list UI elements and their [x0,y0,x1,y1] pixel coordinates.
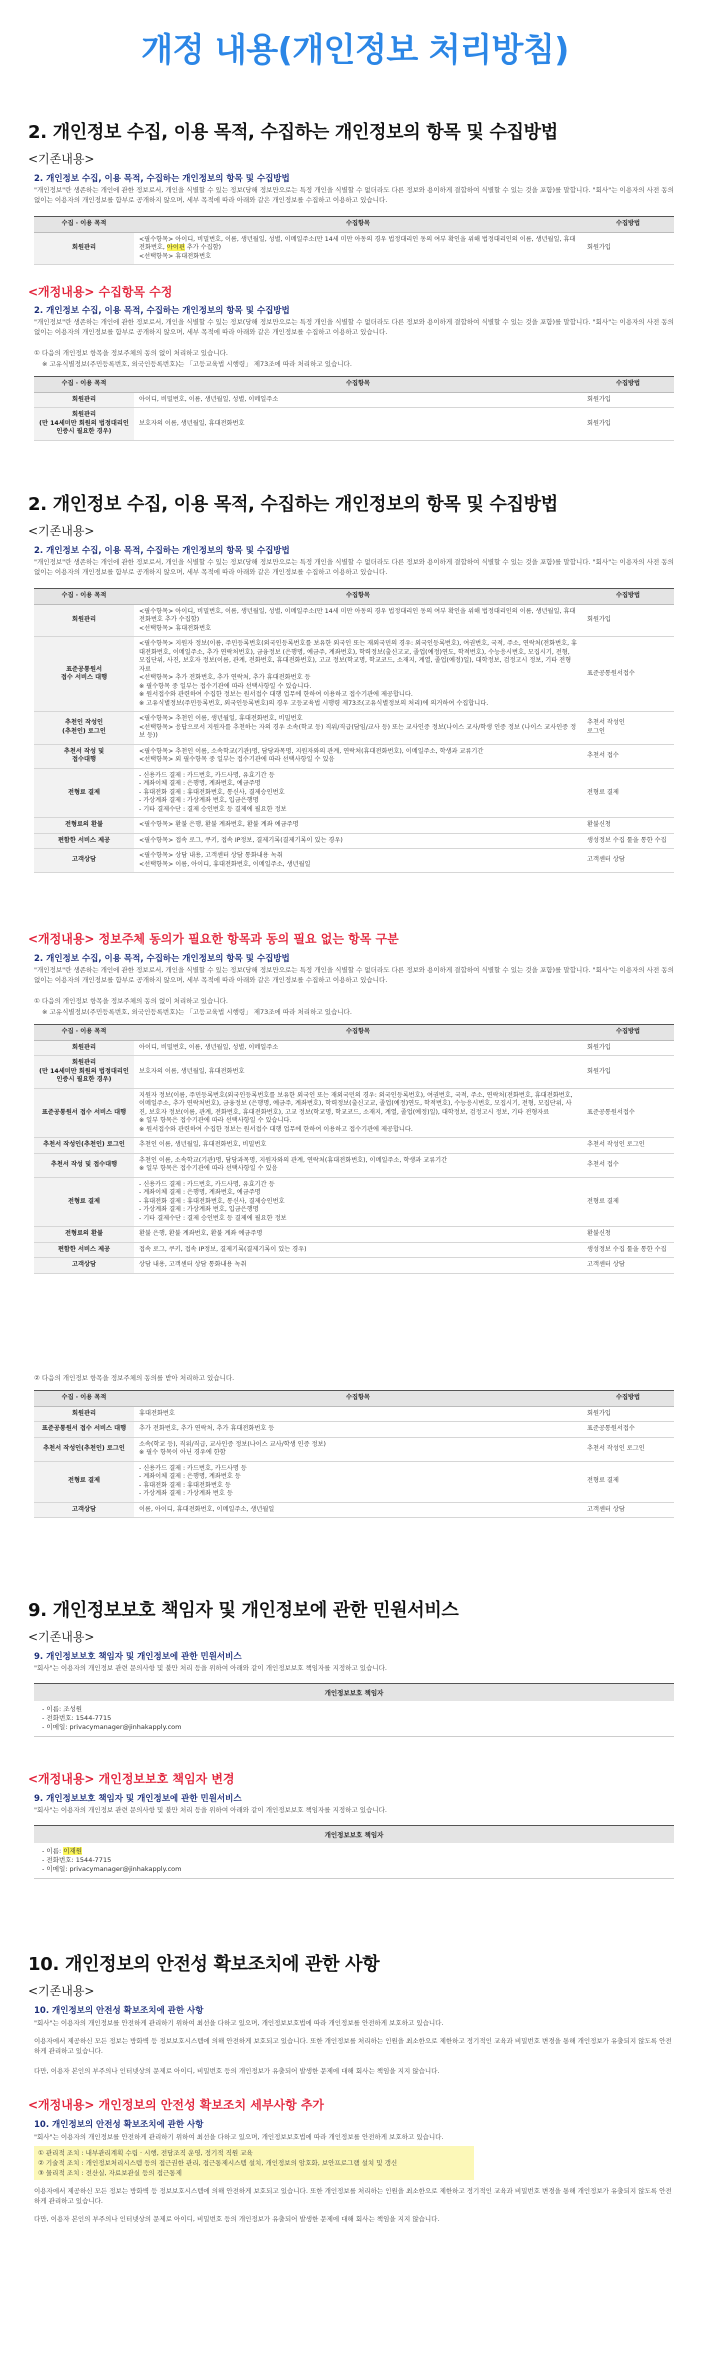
table-row [34,1088,674,1138]
table-header: 수집항목 [134,1025,582,1041]
items-text: <선택항목> 휴대전화번호 [139,252,212,260]
method-cell: 생성정보 수집 툴을 통한 수집 [582,1242,674,1258]
method-cell: 회원가입 [582,1056,674,1089]
method-cell: 표준공통원서접수 [582,1422,674,1438]
table-row [34,1138,674,1154]
method-cell: 환불신청 [582,1227,674,1243]
paragraph: "개인정보"란 생존하는 개인에 관한 정보로서, 개인을 식별할 수 있는 정보(당해 정보만으로는 특정 개인을 식별할 수 없더라도 다른 정보와 용이하게 결합하여 식별할 수 있는 것을 포함)를 말합니다. "회사"는 이용자의 사전 동의 없이는 이용자의 개인정보를 함부로 공개하지 않으며, 세부 목적에 따라 아래와 같은 개인정보를 수집하고 이용하고 있습니다. [34,558,674,576]
table-row [34,849,674,873]
table-row [34,392,674,408]
highlighted-measures [34,2146,474,2180]
table-header: 수집 · 이용 목적 [34,1025,134,1041]
items-cell: 휴대전화번호 [134,1406,582,1422]
paragraph: "개인정보"란 생존하는 개인에 관한 정보로서, 개인을 식별할 수 있는 정보(당해 정보만으로는 특정 개인을 식별할 수 없더라도 다른 정보와 용이하게 결합하여 식별할 수 있는 것을 포함)를 말합니다. "회사"는 이용자의 사전 동의 없이는 이용자의 개인정보를 함부로 공개하지 않으며, 세부 목적에 따라 아래와 같은 개인정보를 수집하고 이용하고 있습니다. [34,966,674,984]
paragraph: 다만, 이용자 본인의 부주의나 인터넷상의 문제로 아이디, 비밀번호 등의 개인정보가 유출되어 발생한 문제에 대해 회사는 책임을 지지 않습니다. [34,2215,440,2223]
table-row [34,637,674,712]
purpose-cell: 추천서 작성인(추천인) 로그인 [34,1138,134,1154]
table-row [34,1177,674,1227]
measure-item: ③ 물리적 조치 : 전산실, 자료보관실 등의 접근통제 [38,2169,182,2177]
purpose-cell: 추천서 작성 및 접수대행 [34,744,134,768]
table-header: 수집방법 [582,1391,674,1407]
consent-table [34,1390,674,1518]
after-label: <개정내용> 정보주체 동의가 필요한 항목과 동의 필요 없는 항목 구분 [28,932,399,946]
items-cell: 환불 은행, 환불 계좌번호, 환불 계좌 예금주명 [134,1227,582,1243]
before-label: <기존내용> [28,524,95,538]
sub-heading: 2. 개인정보 수집, 이용 목적, 수집하는 개인정보의 항목 및 수집방법 [34,954,290,964]
method-cell: 고객센터 상담 [582,1258,674,1274]
purpose-cell: 고객상담 [34,849,134,873]
purpose-cell: 회원관리 (만 14세미만 회원의 법정대리인 인증시 필요한 경우) [34,1056,134,1089]
items-cell: <필수항목> 추천인 이름, 소속학교(기관)명, 담당과목명, 지원자와의 관계, 연락처(휴대전화번호), 이메일주소, 학생과 교류기간 <선택항목> 외 필수항목 중 일부는 접수기관에 따라 선택사항일 수 있음 [134,744,582,768]
method-cell: 표준공통원서접수 [582,637,674,712]
method-cell: 추천서 작성인 로그인 [582,1437,674,1461]
table-header: 수집항목 [134,1391,582,1407]
items-cell: <필수항목> 지원자 정보(이름, 주민등록번호(외국인등록번호를 보유한 외국인 또는 재외국민의 경우: 외국인등록번호), 여권번호, 국적, 주소, 연락처(전화번호, 휴대전화번호, 이메일주소, 추가 연락처번호), 금융정보 (은행명, 예금주, 계좌번호), 학력정보(출신고교, 졸업(예정)연도, 학적번호), 수능응시번호, 모집시기, 전형, 모집단위, 사진, 보호자 정보(이름, 관계, 전화번호, 휴대전화번호), 고교 정보(학교명, 학교코드, 소재지, 계열, 졸업(예정)일), 대학정보, 검정고시 정보, 기타 전형자료 <선택항목> 추가 전화번호, 추가 연락처, 추가 휴대전화번호 등 ※ 필수항목 중 일부는 접수기관에 따라 선택사항일 수 있습니다. ※ 원서접수와 관련하여 수집한 정보는 원서접수 대행 업무에 한하여 이용하고 접수기관에 제공합니다. ※ 고유식별정보(주민등록번호, 외국인등록번호)의 경우 고등교육법 시행령 제73조(고유식별정보의 처리)에 의거하여 수집합니다. [134,637,582,712]
officer-email: - 이메일: privacymanager@jinhakapply.com [42,1865,182,1873]
purpose-cell: 회원관리 [34,1406,134,1422]
table-row [34,1056,674,1089]
purpose-cell: 전형료의 환불 [34,818,134,834]
paragraph: "개인정보"란 생존하는 개인에 관한 정보로서, 개인을 식별할 수 있는 정보(당해 정보만으로는 특정 개인을 식별할 수 없더라도 다른 정보와 용이하게 결합하여 식별할 수 있는 것을 포함)를 말합니다. "회사"는 이용자의 사전 동의 없이는 이용자의 개인정보를 함부로 공개하지 않으며, 세부 목적에 따라 아래와 같은 개인정보를 수집하고 이용하고 있습니다. [34,318,674,336]
table-row [34,1153,674,1177]
items-cell: 보호자의 이름, 생년월일, 휴대전화번호 [134,1056,582,1089]
purpose-cell: 회원관리 [34,392,134,408]
method-cell: 추천서 작성인 로그인 [582,712,674,745]
items-text: 추가 수집함) [186,244,222,251]
table-row [34,744,674,768]
items-cell: 접속 로그, 쿠키, 접속 IP정보, 결제기록(결제기록이 있는 경우) [134,1242,582,1258]
table-header: 수집방법 [582,589,674,605]
collection-table [34,1024,674,1274]
table-header: 수집항목 [134,377,582,393]
table-row [34,1422,674,1438]
method-cell: 추천서 접수 [582,1153,674,1177]
collection-table [34,588,674,873]
purpose-cell: 편함한 서비스 제공 [34,1242,134,1258]
before-label: <기존내용> [28,152,95,166]
box-header: 개인정보보호 책임자 [34,1826,674,1843]
table-row [34,1258,674,1274]
method-cell: 추천서 작성인 로그인 [582,1138,674,1154]
table-row [34,1406,674,1422]
section-heading: 2. 개인정보 수집, 이용 목적, 수집하는 개인정보의 항목 및 수집방법 [28,122,558,143]
sub-heading: 10. 개인정보의 안전성 확보조치에 관한 사항 [34,2120,204,2130]
items-cell: 추가 전화번호, 추가 연락처, 추가 휴대전화번호 등 [134,1422,582,1438]
sub-heading: 2. 개인정보 수집, 이용 목적, 수집하는 개인정보의 항목 및 수집방법 [34,546,290,556]
purpose-cell: 추천인 작성인 (추천인) 로그인 [34,712,134,745]
table-header: 수집 · 이용 목적 [34,589,134,605]
table-row [34,1461,674,1502]
officer-phone: - 전화번호: 1544-7715 [42,1714,112,1722]
purpose-cell: 표준공통원서 접수 서비스 대행 [34,1422,134,1438]
items-cell: <필수항목> 아이디, 비밀번호, 이름, 생년월일, 성별, 이메일주소(만 14세 미만 아동의 경우 법정대리인 동의 여부 확인을 위해 법정대리인의 이름, 생년월일, 휴대전화번호 추가 수집함) <선택항목> 휴대전화번호 [134,604,582,637]
purpose-cell: 편함한 서비스 제공 [34,833,134,849]
purpose-cell: 표준공통원서 접수 서비스 대행 [34,1088,134,1138]
items-cell: 아이디, 비밀번호, 이름, 생년월일, 성별, 이메일주소 [134,1040,582,1056]
items-cell: <필수항목> 접속 로그, 쿠키, 접속 IP정보, 결제기록(결제기록이 있는 경우) [134,833,582,849]
method-cell: 회원가입 [582,232,674,265]
officer-name-label: - 이름: [42,1847,62,1855]
section-heading: 9. 개인정보보호 책임자 및 개인정보에 관한 민원서비스 [28,1600,459,1621]
table-row [34,768,674,818]
table-header: 수집 · 이용 목적 [34,217,134,233]
privacy-officer-box [34,1683,674,1737]
sub-heading: 2. 개인정보 수집, 이용 목적, 수집하는 개인정보의 항목 및 수집방법 [34,174,290,184]
purpose-cell: 고객상담 [34,1502,134,1518]
table-row [34,818,674,834]
method-cell: 표준공통원서접수 [582,1088,674,1138]
items-cell [134,232,582,265]
table-row [34,1502,674,1518]
collection-table [34,216,674,265]
highlighted-text: 이재원 [63,1847,83,1855]
paragraph: 이용자에서 제공하신 모든 정보는 방화벽 등 정보보호시스템에 의해 안전하게 보호되고 있습니다. 또한 개인정보를 처리하는 인원을 최소한으로 제한하고 정기적인 교육과 비밀번호 변경을 통해 개인정보가 유출되지 않도록 안전하게 관리하고 있습니다. [34,2037,672,2055]
table-header: 수집방법 [582,377,674,393]
table-header: 수집 · 이용 목적 [34,1391,134,1407]
items-cell: 아이디, 비밀번호, 이름, 생년월일, 성별, 이메일주소 [134,392,582,408]
table-row [34,833,674,849]
purpose-cell: 전형료의 환불 [34,1227,134,1243]
page-title: 개정 내용(개인정보 처리방침) [141,30,569,69]
officer-name [42,1847,668,1856]
items-cell: 지원자 정보(이름, 주민등록번호(외국인등록번호를 보유한 외국인 또는 재외국민의 경우: 외국인등록번호), 여권번호, 국적, 주소, 연락처(전화번호, 휴대전화번호, 이메일주소, 추가 연락처번호), 금융정보 (은행명, 예금주, 계좌번호), 학력정보(출신고교, 졸업(예정)연도, 학적번호), 수능응시번호, 모집시기, 전형, 모집단위, 사진, 보호자 정보(이름, 관계, 전화번호, 휴대전화번호), 고교 정보(학교명, 학교코드, 소재지, 계열, 졸업(예정)일), 대학정보, 검정고시 정보, 기타 전형자료 ※ 일부 항목은 접수기관에 따라 선택사항일 수 있습니다. ※ 원서접수와 관련하여 수집한 정보는 원서접수 대행 업무에 한하여 이용하고 접수기관에 제공합니다. [134,1088,582,1138]
method-cell: 고객센터 상담 [582,849,674,873]
method-cell: 전형료 결제 [582,768,674,818]
items-cell: - 신용카드 결제 : 카드번호, 카드사명, 유효기간 등 - 계좌이체 결제 : 은행명, 계좌번호, 예금주명 - 휴대전화 결제 : 휴대전화번호, 통신사, 결제승인번호 - 가상계좌 결제 : 가상계좌 번호, 입금은행명 - 기타 결제수단 : 결제 승인번호 등 결제에 필요한 정보 [134,1177,582,1227]
method-cell: 회원가입 [582,392,674,408]
method-cell: 회원가입 [582,1406,674,1422]
items-text: <필수항목> 아이디, 비밀번호, 이름, 생년월일, 성별, 이메일주소(만 14세 미만 아동의 경우 법정대리인 동의 여부 확인을 위해 법정대리인의 이름, 생년월일, 휴대전화번호, [139,235,576,251]
note: ② 다음의 개인정보 항목을 정보주체의 동의를 받아 처리하고 있습니다. [34,1374,235,1382]
purpose-cell: 전형료 결제 [34,768,134,818]
table-row [34,1040,674,1056]
table-row [34,408,674,441]
purpose-cell: 고객상담 [34,1258,134,1274]
before-label: <기존내용> [28,1630,95,1644]
table-row [34,232,674,265]
purpose-cell: 추천서 작성 및 접수대행 [34,1153,134,1177]
purpose-cell: 회원관리 [34,1040,134,1056]
paragraph: 다만, 이용자 본인의 부주의나 인터넷상의 문제로 아이디, 비밀번호 등의 개인정보가 유출되어 발생한 문제에 대해 회사는 책임을 지지 않습니다. [34,2067,440,2075]
method-cell: 회원가입 [582,604,674,637]
sub-heading: 9. 개인정보보호 책임자 및 개인정보에 관한 민원서비스 [34,1652,242,1662]
items-cell: 소속(학교 등), 직위/직급, 교사인증 정보(나이스 교사/학생 인증 정보) ※ 필수 항목이 아닌 경우에 한함 [134,1437,582,1461]
table-row [34,1242,674,1258]
sub-heading: 2. 개인정보 수집, 이용 목적, 수집하는 개인정보의 항목 및 수집방법 [34,306,290,316]
method-cell: 고객센터 상담 [582,1502,674,1518]
sub-heading: 9. 개인정보보호 책임자 및 개인정보에 관한 민원서비스 [34,1794,242,1804]
table-header: 수집항목 [134,589,582,605]
sub-heading: 10. 개인정보의 안전성 확보조치에 관한 사항 [34,2006,204,2016]
table-header: 수집 · 이용 목적 [34,377,134,393]
paragraph: "개인정보"란 생존하는 개인에 관한 정보로서, 개인을 식별할 수 있는 정보(당해 정보만으로는 특정 개인을 식별할 수 없더라도 다른 정보와 용이하게 결합하여 식별할 수 있는 것을 포함)를 말합니다. "회사"는 이용자의 사전 동의 없이는 이용자의 개인정보를 함부로 공개하지 않으며, 세부 목적에 따라 아래와 같은 개인정보를 수집하고 이용하고 있습니다. [34,186,674,204]
items-cell: 추천인 이름, 소속학교(기관)명, 담당과목명, 지원자와의 관계, 연락처(휴대전화번호), 이메일주소, 학생과 교류기간 ※ 일부 항목은 접수기관에 따라 선택사항일 수 있음 [134,1153,582,1177]
items-cell: <필수항목> 추천인 이름, 생년월일, 휴대전화번호, 비밀번호 <선택항목> 응답으로서 지원자를 추천하는 자의 경우 소속(학교 등) 직위/직급(담임/교사 등) 또는 교사인증 정보(나이스 교사/학생 인증 정보 (나이스 교사인증 정보 등)) [134,712,582,745]
note: ※ 고유식별정보(주민등록번호, 외국인등록번호)는 「고등교육법 시행령」 제73조에 따라 처리하고 있습니다. [42,360,352,368]
method-cell: 전형료 결제 [582,1177,674,1227]
items-cell: - 신용카드 결제 : 카드번호, 카드사명 등 - 계좌이체 결제 : 은행명, 계좌번호 등 - 휴대전화 결제 : 휴대전화번호 등 - 가상계좌 결제 : 가상계좌 번호 등 [134,1461,582,1502]
box-header: 개인정보보호 책임자 [34,1684,674,1701]
table-row [34,1227,674,1243]
purpose-cell: 표준공통원서 접수 서비스 대행 [34,637,134,712]
section-heading: 2. 개인정보 수집, 이용 목적, 수집하는 개인정보의 항목 및 수집방법 [28,494,558,515]
table-row [34,604,674,637]
table-row [34,712,674,745]
items-cell: 이름, 아이디, 휴대전화번호, 이메일주소, 생년월일 [134,1502,582,1518]
note: ① 다음의 개인정보 항목을 정보주체의 동의 없이 처리하고 있습니다. [34,997,228,1005]
paragraph: "회사"는 이용자의 개인정보를 안전하게 관리하기 위하여 최선을 다하고 있으며, 개인정보보호법에 따라 개인정보를 안전하게 보호하고 있습니다. [34,2133,444,2141]
measure-item: ① 관리적 조치 : 내부관리계획 수립 · 시행, 전담조직 운영, 정기적 직원 교육 [38,2149,253,2157]
method-cell: 환불신청 [582,818,674,834]
measure-item: ② 기술적 조치 : 개인정보처리시스템 등의 접근권한 관리, 접근통제시스템 설치, 개인정보의 암호화, 보안프로그램 설치 및 갱신 [38,2159,398,2167]
table-header: 수집방법 [582,1025,674,1041]
method-cell: 생성정보 수집 툴을 통한 수집 [582,833,674,849]
purpose-cell: 회원관리 [34,232,134,265]
paragraph: "회사"는 이용자의 개인정보를 안전하게 관리하기 위하여 최선을 다하고 있으며, 개인정보보호법에 따라 개인정보를 안전하게 보호하고 있습니다. [34,2019,444,2027]
after-label: <개정내용> 수집항목 수정 [28,285,173,299]
highlighted-text: 아이핀 [166,244,185,251]
table-header: 수집항목 [134,217,582,233]
after-label: <개정내용> 개인정보의 안전성 확보조치 세부사항 추가 [28,2098,325,2112]
purpose-cell: 전형료 결제 [34,1461,134,1502]
items-cell: 상담 내용, 고객센터 상담 통화내용 녹취 [134,1258,582,1274]
purpose-cell: 회원관리 (만 14세미만 회원의 법정대리인 인증시 필요한 경우) [34,408,134,441]
privacy-officer-box [34,1825,674,1879]
paragraph: 이용자에서 제공하신 모든 정보는 방화벽 등 정보보호시스템에 의해 안전하게 보호되고 있습니다. 또한 개인정보를 처리하는 인원을 최소한으로 제한하고 정기적인 교육과 비밀번호 변경을 통해 개인정보가 유출되지 않도록 안전하게 관리하고 있습니다. [34,2187,672,2205]
method-cell: 추천서 접수 [582,744,674,768]
purpose-cell: 추천서 작성인(추천인) 로그인 [34,1437,134,1461]
after-label: <개정내용> 개인정보보호 책임자 변경 [28,1772,235,1786]
method-cell: 전형료 결제 [582,1461,674,1502]
purpose-cell: 전형료 결제 [34,1177,134,1227]
items-cell: 추천인 이름, 생년월일, 휴대전화번호, 비밀번호 [134,1138,582,1154]
officer-phone: - 전화번호: 1544-7715 [42,1856,112,1864]
table-header: 수집방법 [582,217,674,233]
table-row [34,1437,674,1461]
items-cell: 보호자의 이름, 생년월일, 휴대전화번호 [134,408,582,441]
items-cell: <필수항목> 상담 내용, 고객센터 상담 통화내용 녹취 <선택항목> 이름, 아이디, 휴대전화번호, 이메일주소, 생년월일 [134,849,582,873]
section-heading: 10. 개인정보의 안전성 확보조치에 관한 사항 [28,1954,380,1975]
items-cell: <필수항목> 환불 은행, 환불 계좌번호, 환불 계좌 예금주명 [134,818,582,834]
note: ※ 고유식별정보(주민등록번호, 외국인등록번호)는 「고등교육법 시행령」 제73조에 따라 처리하고 있습니다. [42,1008,352,1016]
officer-email: - 이메일: privacymanager@jinhakapply.com [42,1723,182,1731]
paragraph: "회사"는 이용자의 개인정보 관련 문의사항 및 불만 처리 등을 위하여 아래와 같이 개인정보보호 책임자를 지정하고 있습니다. [34,1664,387,1672]
before-label: <기존내용> [28,1984,95,1998]
method-cell: 회원가입 [582,1040,674,1056]
items-cell: - 신용카드 결제 : 카드번호, 카드사명, 유효기간 등 - 계좌이체 결제 : 은행명, 계좌번호, 예금주명 - 휴대전화 결제 : 휴대전화번호, 통신사, 결제승인번호 - 가상계좌 결제 : 가상계좌 번호, 입금은행명 - 기타 결제수단 : 결제 승인번호 등 결제에 필요한 정보 [134,768,582,818]
method-cell: 회원가입 [582,408,674,441]
note: ① 다음의 개인정보 항목을 정보주체의 동의 없이 처리하고 있습니다. [34,349,228,357]
collection-table [34,376,674,441]
purpose-cell: 회원관리 [34,604,134,637]
paragraph: "회사"는 이용자의 개인정보 관련 문의사항 및 불만 처리 등을 위하여 아래와 같이 개인정보보호 책임자를 지정하고 있습니다. [34,1806,387,1814]
officer-name: - 이름: 조성원 [42,1705,83,1713]
